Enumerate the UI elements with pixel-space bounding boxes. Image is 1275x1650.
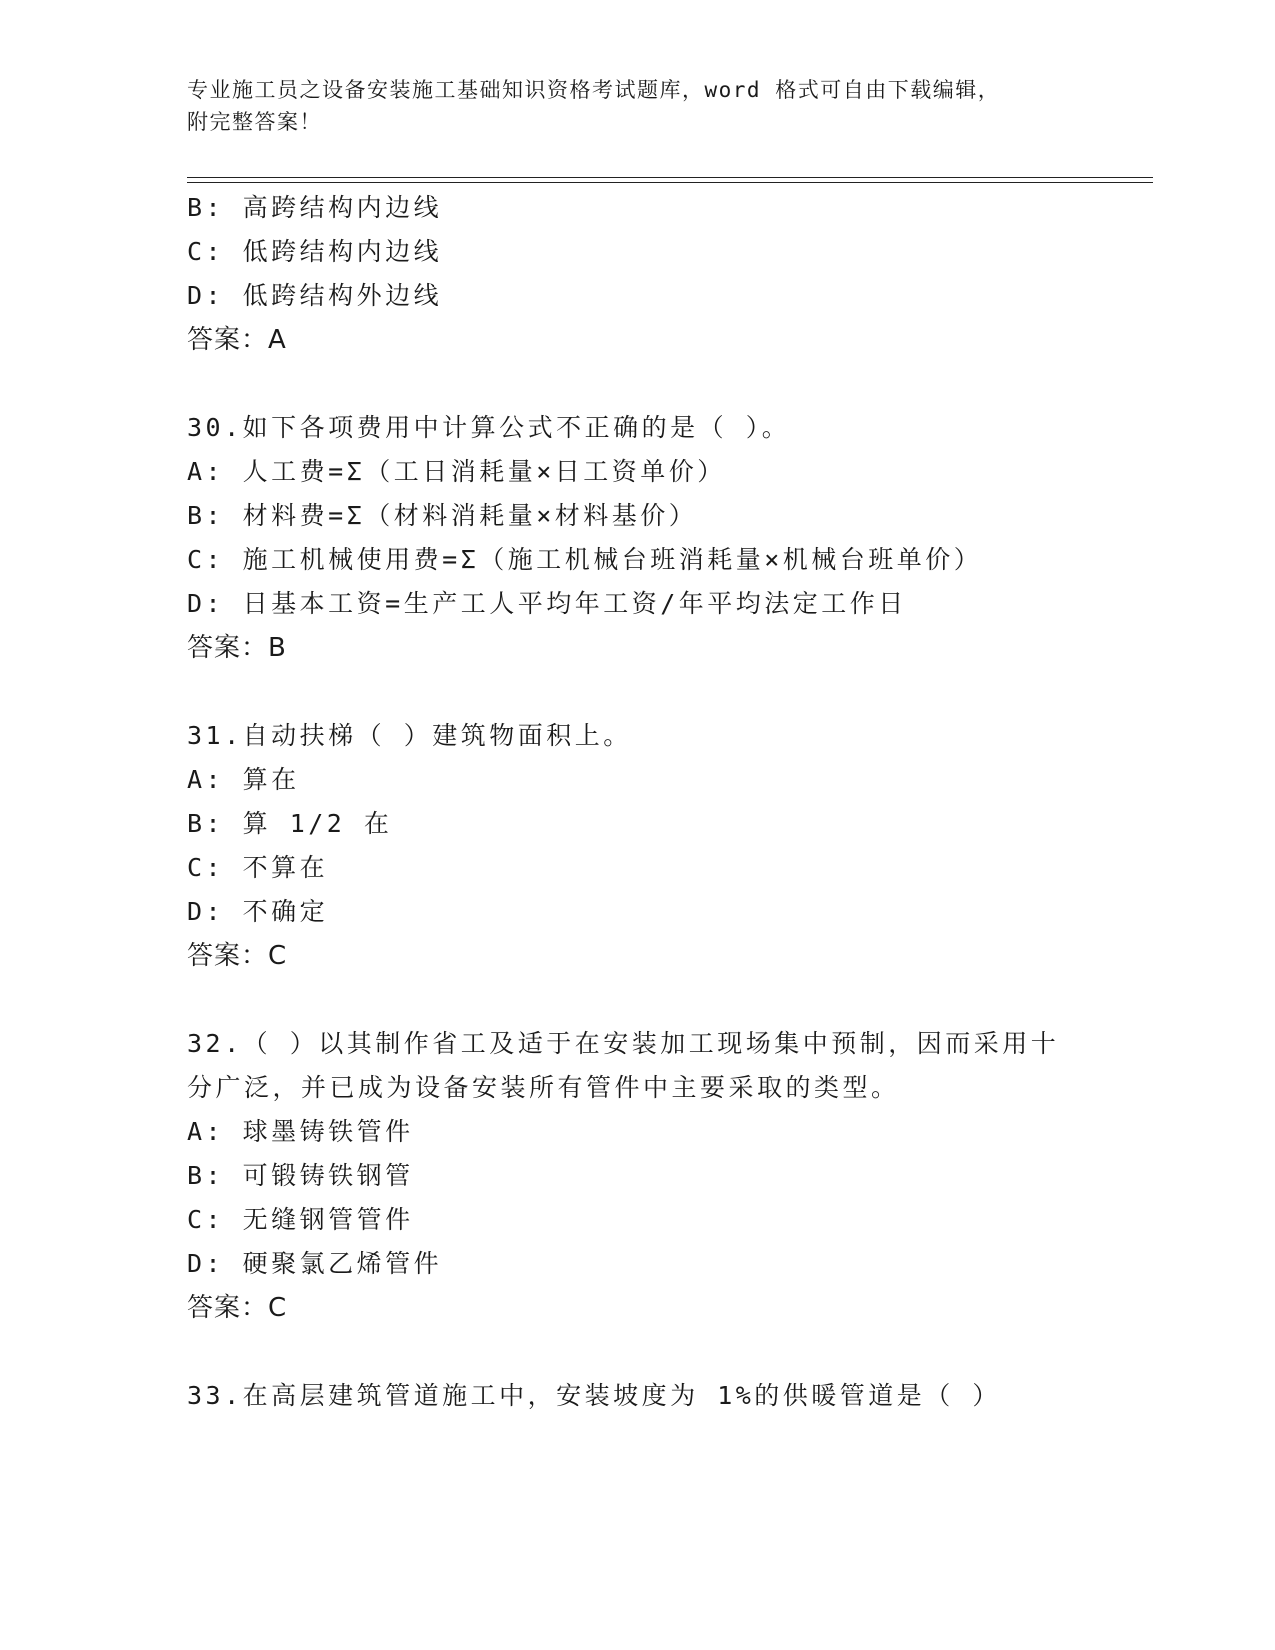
answer-line: 答案：C [187, 941, 288, 971]
option-a: A: 人工费=Σ（工日消耗量×日工资单价） [187, 457, 726, 486]
option-a: A: 球墨铸铁管件 [187, 1117, 414, 1146]
document-header [187, 74, 1067, 138]
question-32-stem-line-2: 分广泛，并已成为设备安装所有管件中主要采取的类型。 [187, 1073, 900, 1102]
header-divider-top [187, 177, 1153, 178]
question-33-stem: 33.在高层建筑管道施工中，安装坡度为 1%的供暖管道是（ ） [187, 1381, 1001, 1410]
header-divider-bottom [187, 182, 1153, 183]
option-c: C: 不算在 [187, 853, 329, 882]
answer-line: 答案：A [187, 325, 287, 355]
option-d: D: 低跨结构外边线 [187, 281, 443, 310]
question-30-stem: 30.如下各项费用中计算公式不正确的是（ ）。 [187, 413, 791, 442]
option-c: C: 无缝钢管管件 [187, 1205, 414, 1234]
option-c: C: 施工机械使用费=Σ（施工机械台班消耗量×机械台班单价） [187, 545, 983, 574]
option-a: A: 算在 [187, 765, 300, 794]
option-b: B: 可锻铸铁钢管 [187, 1161, 414, 1190]
question-32-stem-line-1: 32.（ ）以其制作省工及适于在安装加工现场集中预制，因而采用十 [187, 1029, 1060, 1058]
option-b: B: 材料费=Σ（材料消耗量×材料基价） [187, 501, 698, 530]
answer-line: 答案：C [187, 1293, 288, 1323]
option-d: D: 硬聚氯乙烯管件 [187, 1249, 443, 1278]
question-31-stem: 31.自动扶梯（ ）建筑物面积上。 [187, 721, 632, 750]
answer-line: 答案：B [187, 633, 287, 663]
option-b: B: 算 1/2 在 [187, 809, 393, 838]
option-d: D: 日基本工资=生产工人平均年工资/年平均法定工作日 [187, 589, 907, 618]
option-b: B: 高跨结构内边线 [187, 193, 443, 222]
header-line-1: 专业施工员之设备安装施工基础知识资格考试题库，word 格式可自由下载编辑， [187, 78, 1001, 102]
option-c: C: 低跨结构内边线 [187, 237, 443, 266]
header-line-2: 附完整答案！ [187, 110, 322, 134]
option-d: D: 不确定 [187, 897, 329, 926]
